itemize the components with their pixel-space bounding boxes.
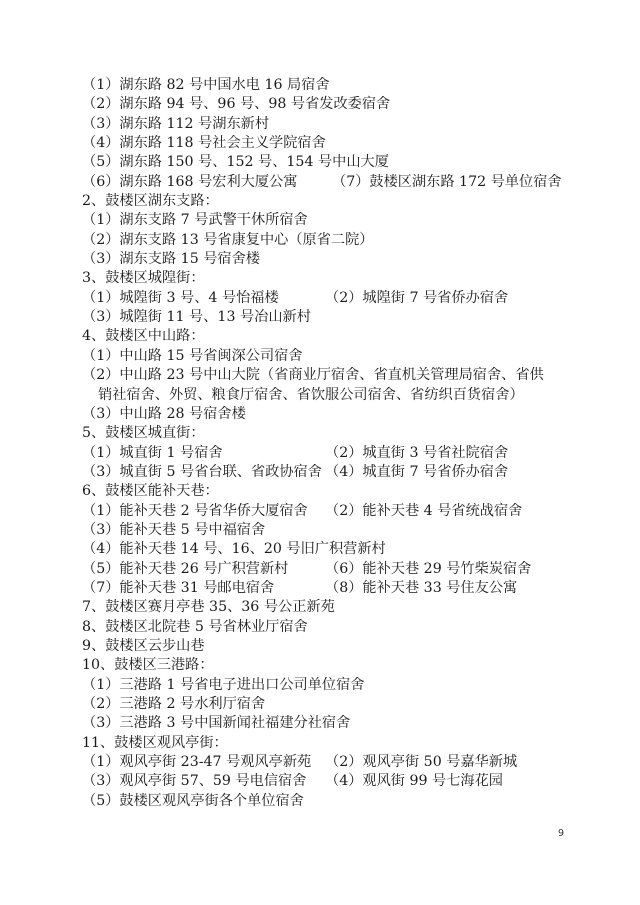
list-item (82, 676, 582, 695)
item-text: （2）中山路 23 号中山大院（省商业厅宿舍、省直机关管理局宿舍、省供 (82, 367, 544, 384)
item-text: （3）湖东支路 15 号宿舍楼 (82, 251, 260, 268)
item-text: （1）城隍街 3 号、4 号怡福楼 (82, 289, 279, 306)
item-text: （2）三港路 2 号水利厅宿舍 (82, 696, 266, 712)
item-text-second-column: （2）能补天巷 4 号省统战宿舍 (325, 502, 523, 519)
list-item (82, 560, 582, 579)
list-item (82, 347, 582, 366)
list-item (82, 753, 582, 772)
list-item (82, 540, 582, 559)
item-text: （1）湖东支路 7 号武警干休所宿舍 (82, 212, 308, 229)
item-text: （5）鼓楼区观风亭街各个单位宿舍 (82, 792, 304, 809)
item-text: （1）观风亭街 23-47 号观风亭新苑 (82, 754, 312, 771)
section-heading (82, 598, 582, 617)
list-item (82, 115, 582, 134)
list-item (82, 366, 582, 385)
item-text: 11、鼓楼区观风亭街： (82, 734, 228, 751)
list-item (82, 405, 582, 424)
item-text: （2）湖东支路 13 号省康复中心（原省二院） (82, 231, 374, 248)
list-item (82, 95, 582, 114)
item-text: 销社宿舍、外贸、粮食厅宿舍、省饮服公司宿舍、省纺织百货宿舍） (98, 386, 524, 403)
item-text: 9、鼓楼区云步山巷 (82, 637, 205, 654)
item-text: 6、鼓楼区能补天巷： (82, 483, 219, 500)
list-item (82, 173, 582, 192)
section-heading (82, 618, 582, 637)
item-text-second-column: （6）能补天巷 29 号竹柴炭宿舍 (325, 560, 532, 577)
list-item (82, 211, 582, 230)
section-heading (82, 656, 582, 675)
item-text: （3）观风亭街 57、59 号电信宿舍 (82, 773, 307, 790)
item-text-second-column: （4）观风街 99 号七海花园 (325, 773, 503, 790)
list-item (82, 289, 582, 308)
item-text: （5）湖东路 150 号、152 号、154 号中山大厦 (82, 154, 389, 171)
item-text: （1）三港路 1 号省电子进出口公司单位宿舍 (82, 676, 365, 693)
list-item (82, 231, 582, 250)
item-text: （3）城直街 5 号省台联、省政协宿舍 (82, 463, 322, 480)
item-text: （3）三港路 3 号中国新闻社福建分社宿舍 (82, 715, 351, 732)
item-text: 5、鼓楼区城直街： (82, 425, 205, 442)
item-text: （6）湖东路 168 号宏利大厦公寓 (82, 173, 298, 190)
item-text: （1）能补天巷 2 号省华侨大厦宿舍 (82, 502, 308, 519)
item-text: 3、鼓楼区城隍街： (82, 270, 205, 287)
list-item (82, 579, 582, 598)
item-text: 2、鼓楼区湖东支路： (82, 193, 219, 210)
list-item (82, 695, 582, 714)
list-item (82, 502, 582, 521)
list-item (82, 250, 582, 269)
item-text-second-column: （7）鼓楼区湖东路 172 号单位宿舍 (332, 173, 562, 190)
section-heading (82, 327, 582, 346)
section-heading (82, 192, 582, 211)
item-text: （3）能补天巷 5 号中福宿舍 (82, 521, 266, 538)
item-text-second-column: （8）能补天巷 33 号住友公寓 (325, 579, 518, 596)
item-text-second-column: （4）城直街 7 号省侨办宿舍 (325, 463, 509, 480)
item-text: （1）湖东路 82 号中国水电 16 局宿舍 (82, 77, 330, 93)
item-text: （1）中山路 15 号省闽深公司宿舍 (82, 347, 303, 364)
item-text: （3）城隍街 11 号、13 号冶山新村 (82, 309, 311, 326)
item-text: 8、鼓楼区北院巷 5 号省林业厅宿舍 (82, 618, 308, 635)
section-heading (82, 269, 582, 288)
list-item (82, 308, 582, 327)
item-text: （3）湖东路 112 号湖东新村 (82, 115, 270, 132)
item-text: 4、鼓楼区中山路： (82, 328, 205, 345)
list-item (82, 463, 582, 482)
list-item (82, 714, 582, 733)
section-heading (82, 482, 582, 501)
item-text-second-column: （2）观风亭街 50 号嘉华新城 (325, 754, 518, 771)
item-text: （7）能补天巷 31 号邮电宿舍 (82, 579, 275, 596)
page-number: 9 (558, 828, 565, 839)
list-item (82, 76, 582, 95)
item-text: （4）湖东路 118 号社会主义学院宿舍 (82, 135, 326, 152)
item-text: （5）能补天巷 26 号广积营新村 (82, 560, 289, 577)
list-item (82, 772, 582, 791)
item-text: 10、鼓楼区三港路： (82, 657, 214, 674)
item-text-second-column: （2）城直街 3 号省社院宿舍 (325, 444, 509, 461)
section-heading (82, 424, 582, 443)
item-text: （1）城直街 1 号宿舍 (82, 444, 223, 461)
item-text: （2）湖东路 94 号、96 号、98 号省发改委宿舍 (82, 96, 391, 113)
section-heading (82, 734, 582, 753)
list-item (82, 792, 582, 811)
list-item (82, 386, 582, 405)
item-text: （4）能补天巷 14 号、16、20 号旧广积营新村 (82, 541, 386, 558)
section-heading (82, 637, 582, 656)
list-item (82, 521, 582, 540)
item-text: （3）中山路 28 号宿舍楼 (82, 405, 246, 422)
list-item (82, 444, 582, 463)
list-item (82, 153, 582, 172)
item-text-second-column: （2）城隍街 7 号省侨办宿舍 (325, 289, 509, 306)
list-item (82, 134, 582, 153)
document-body (82, 76, 582, 811)
item-text: 7、鼓楼区赛月亭巷 35、36 号公正新苑 (82, 599, 335, 616)
